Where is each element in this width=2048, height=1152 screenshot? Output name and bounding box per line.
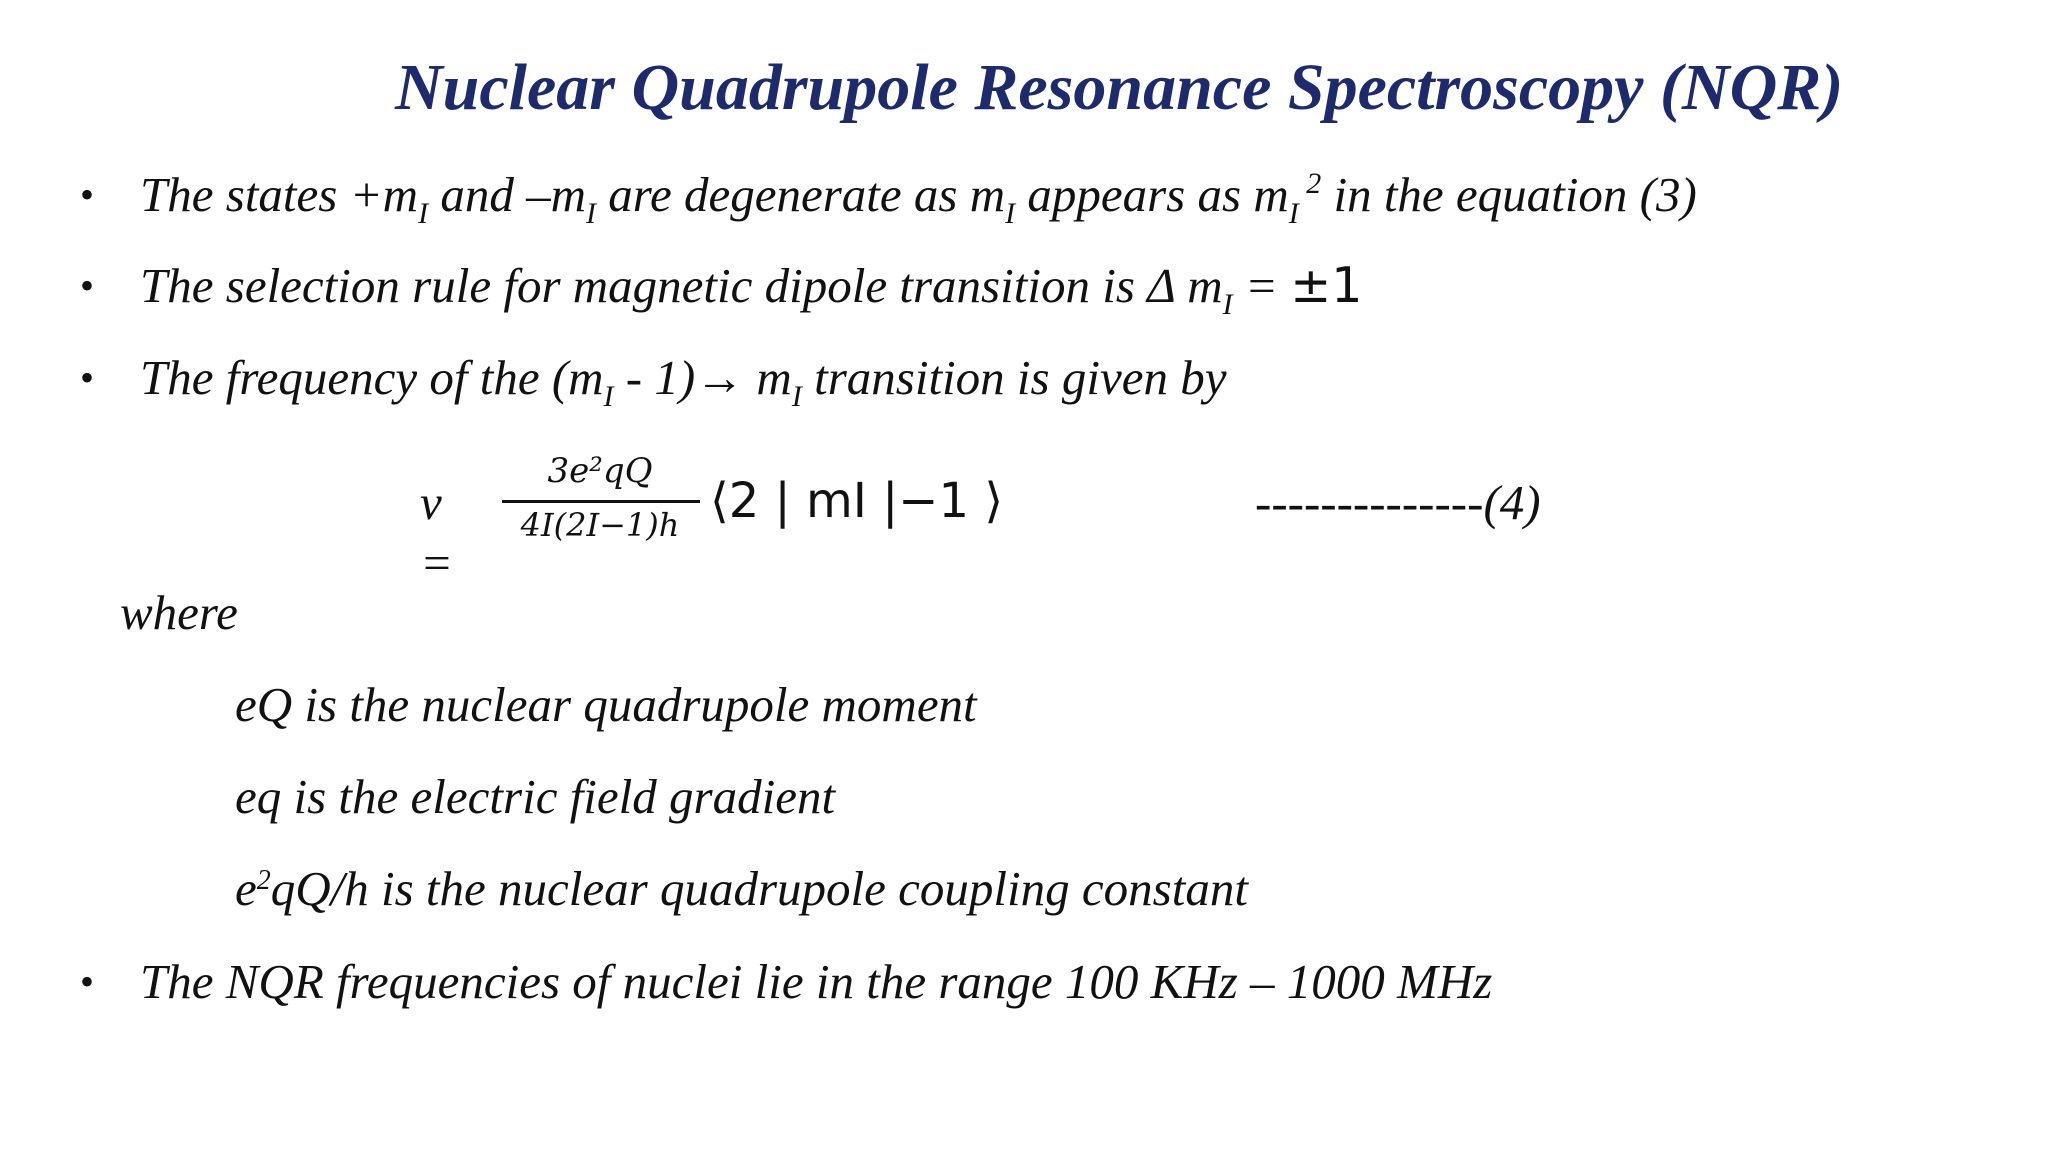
text-fragment: The states +m <box>140 167 419 222</box>
text-fragment: The frequency of the (m <box>140 350 604 405</box>
text-fragment: and –m <box>428 167 586 222</box>
bullet-degenerate-states <box>140 165 1697 230</box>
bullet-marker: • <box>80 959 95 1004</box>
bullet-nqr-frequency-range: The NQR frequencies of nuclei lie in the range 100 KHz – 1000 MHz <box>140 954 1493 1009</box>
subscript: I <box>791 380 802 413</box>
text-fragment: transition is given by <box>801 350 1227 405</box>
text-fragment: - 1)→ m <box>613 350 792 405</box>
text-fragment: appears as m <box>1015 167 1289 222</box>
definition-field-gradient: eq is the electric field gradient <box>235 769 836 824</box>
slide-title: Nuclear Quadrupole Resonance Spectroscopy (NQR) <box>395 51 1844 124</box>
text-fragment: are degenerate as m <box>595 167 1006 222</box>
subscript: I <box>1005 197 1016 230</box>
bullet-marker: • <box>80 172 95 217</box>
text-fragment: qQ/h is the nuclear quadrupole coupling constant <box>270 861 1248 916</box>
bullet-selection-rule <box>140 256 1363 321</box>
where-label: where <box>120 585 238 640</box>
bullet-marker: • <box>80 355 95 400</box>
superscript: 2 <box>1298 167 1322 200</box>
bullet-transition-frequency <box>140 348 1227 413</box>
matrix-element: ⟨2 | mI |−1 ⟩ <box>710 473 1004 529</box>
definition-coupling-constant <box>235 859 1248 919</box>
text-fragment: The selection rule for magnetic dipole transition is Δ m <box>140 258 1223 313</box>
subscript: I <box>1288 197 1299 230</box>
plus-minus-one: ±1 <box>1290 257 1363 314</box>
equation-lhs: ν = <box>420 475 454 590</box>
text-fragment: = <box>1232 258 1291 313</box>
fraction-numerator: 3e²qQ <box>547 451 653 491</box>
subscript: I <box>585 197 596 230</box>
text-fragment: e <box>235 861 257 916</box>
superscript: 2 <box>256 865 271 896</box>
subscript: I <box>603 380 614 413</box>
equation-number: --------------(4) <box>1255 475 1541 530</box>
fraction-bar <box>502 500 700 503</box>
fraction-denominator: 4I(2I−1)h <box>520 506 680 544</box>
subscript: I <box>418 197 429 230</box>
definition-quadrupole-moment: eQ is the nuclear quadrupole moment <box>235 677 977 732</box>
text-fragment: in the equation (3) <box>1321 167 1697 222</box>
subscript: I <box>1222 288 1233 321</box>
bullet-marker: • <box>80 263 95 308</box>
